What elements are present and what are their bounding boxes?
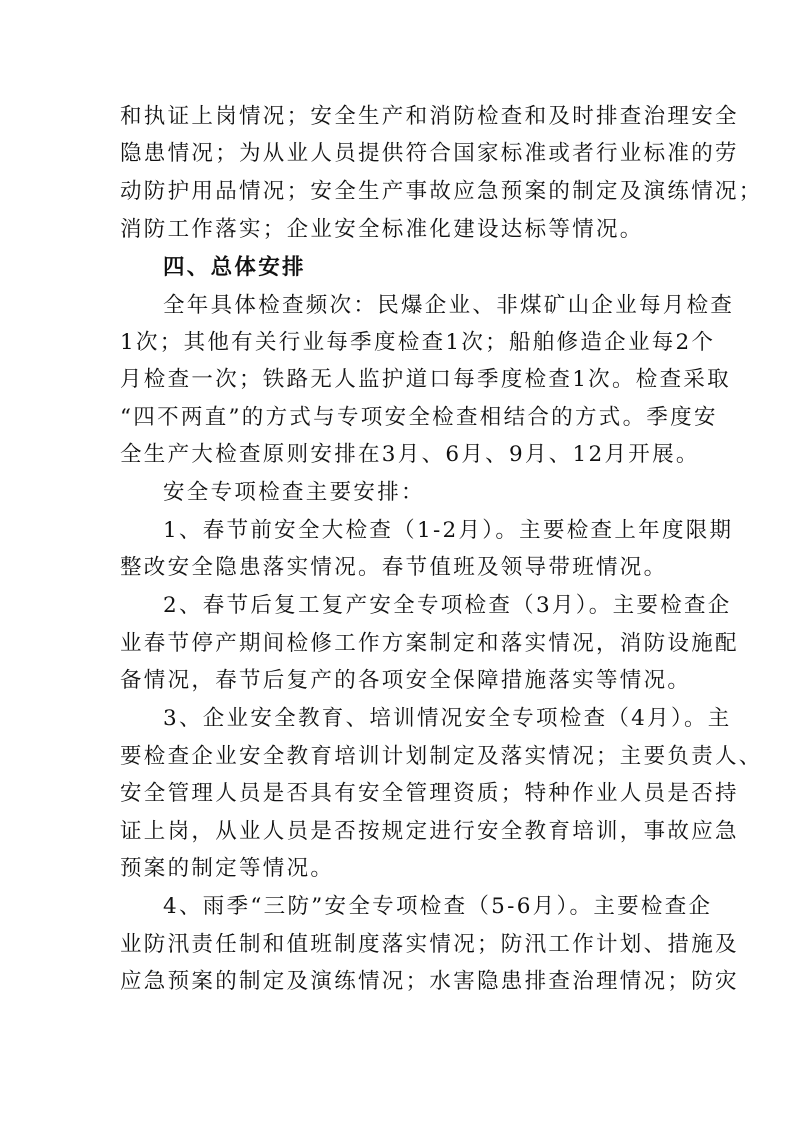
paragraph-first-line: 全年具体检查频次：民爆企业、非煤矿山企业每月检查: [163, 293, 735, 318]
text-line: 备情况，春节后复产的各项安全保障措施落实等情况。: [120, 668, 692, 693]
text-line: 消防工作落实；企业安全标准化建设达标等情况。: [120, 217, 644, 242]
paragraph-first-line: 2、春节后复工复产安全专项检查（3月）。主要检查企: [163, 593, 732, 618]
text-line: 动防护用品情况；安全生产事故应急预案的制定及演练情况；: [120, 179, 763, 204]
text-line: 预案的制定等情况。: [120, 856, 335, 881]
paragraph-first-line: 4、雨季“三防”安全专项检查（5-6月）。主要检查企: [163, 894, 713, 919]
text-line: 证上岗，从业人员是否按规定进行安全教育培训，事故应急: [120, 819, 739, 844]
text-line: “四不两直”的方式与专项安全检查相结合的方式。季度安: [120, 405, 718, 430]
paragraph-first-line: 3、企业安全教育、培训情况安全专项检查（4月）。主: [163, 706, 732, 731]
text-line: 要检查企业安全教育培训计划制定及落实情况；主要负责人、: [120, 744, 763, 769]
text-line: 应急预案的制定及演练情况；水害隐患排查治理情况；防灾: [120, 969, 739, 994]
text-line: 整改安全隐患落实情况。春节值班及领导带班情况。: [120, 555, 668, 580]
text-line: 业春节停产期间检修工作方案制定和落实情况，消防设施配: [120, 631, 739, 656]
section-heading: 四、总体安排: [163, 255, 306, 280]
paragraph-first-line: 1、春节前安全大检查（1-2月）。主要检查上年度限期: [163, 518, 734, 543]
text-line: 业防汛责任制和值班制度落实情况；防汛工作计划、措施及: [120, 932, 739, 957]
text-line: 安全管理人员是否具有安全管理资质；特种作业人员是否持: [120, 781, 739, 806]
text-line: 1次；其他有关行业每季度检查1次；船舶修造企业每2个: [120, 330, 716, 355]
text-line: 隐患情况；为从业人员提供符合国家标准或者行业标准的劳: [120, 141, 739, 166]
text-line: 月检查一次；铁路无人监护道口每季度检查1次。检查采取: [120, 367, 731, 392]
text-line: 和执证上岗情况；安全生产和消防检查和及时排查治理安全: [120, 104, 739, 129]
paragraph-first-line: 安全专项检查主要安排：: [163, 480, 425, 505]
text-line: 全生产大检查原则安排在3月、6月、9月、12月开展。: [120, 442, 700, 467]
